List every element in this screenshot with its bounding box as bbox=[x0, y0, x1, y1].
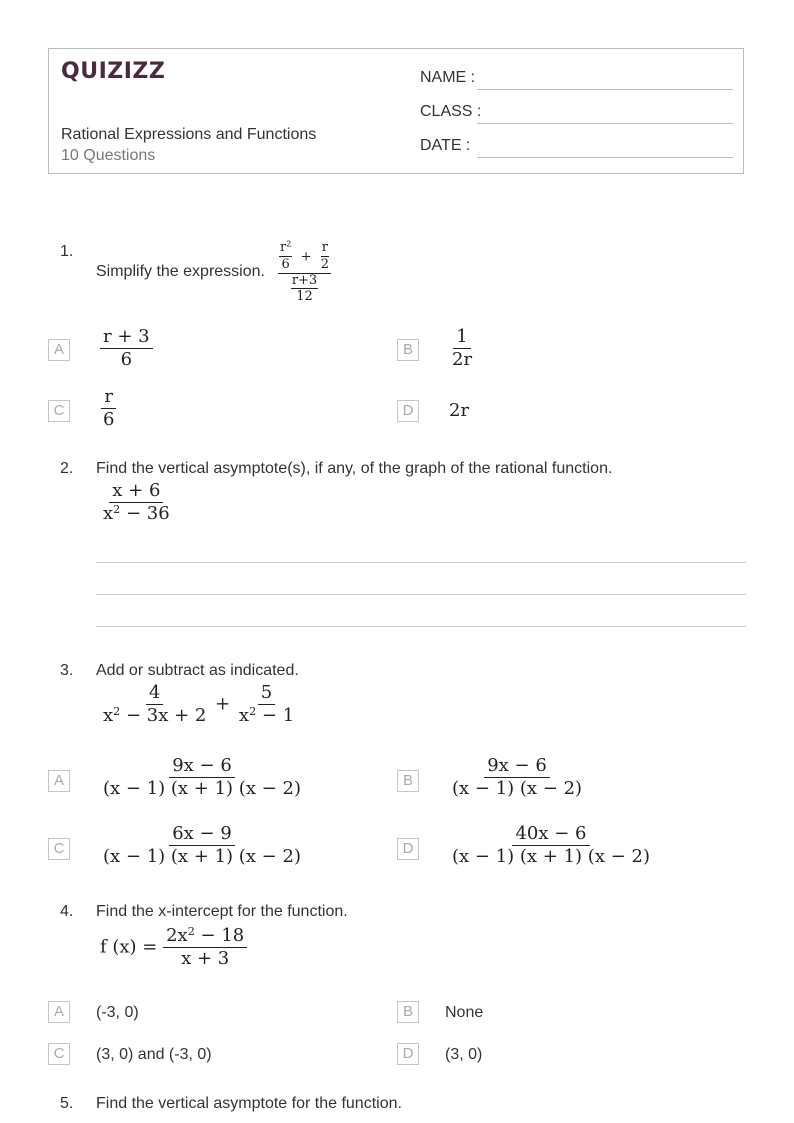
option-letter-box[interactable]: C bbox=[48, 838, 70, 860]
question-text: Add or subtract as indicated. bbox=[96, 662, 299, 679]
question-text: Find the x-intercept for the function. bbox=[96, 903, 348, 920]
name-field[interactable] bbox=[477, 89, 733, 90]
option-expression: $\frac{r + 3}{6}$ bbox=[100, 327, 153, 370]
question-text: Find the vertical asymptote(s), if any, of the graph of the rational function. bbox=[96, 460, 613, 477]
option-expression: $\frac{9x - 6}{(x - 1) (x - 2)}$ bbox=[452, 755, 583, 799]
question-count: 10 Questions bbox=[61, 147, 156, 164]
worksheet-title: Rational Expressions and Functions bbox=[61, 126, 317, 143]
option-letter-box[interactable]: A bbox=[48, 1001, 70, 1023]
option-expression: 2r bbox=[449, 400, 470, 421]
option-letter-box[interactable]: B bbox=[397, 339, 419, 361]
question-text: Find the vertical asymptote for the function. bbox=[96, 1095, 402, 1112]
option-text[interactable]: (-3, 0) bbox=[96, 1004, 139, 1021]
answer-line[interactable] bbox=[96, 562, 746, 563]
option-letter-box[interactable]: C bbox=[48, 1043, 70, 1065]
class-field[interactable] bbox=[477, 123, 733, 124]
option-letter-box[interactable]: D bbox=[397, 400, 419, 422]
question-text: Simplify the expression. bbox=[96, 263, 265, 280]
question-expression: $\frac{x + 6}{x^2 - 36}$ bbox=[103, 480, 170, 524]
question-expression: $\frac{4}{x^2 - 3x + 2}$ + $\frac{5}{x^2 - 1}$ bbox=[103, 682, 295, 726]
option-text[interactable]: (3, 0) bbox=[445, 1046, 483, 1063]
quizizz-logo: QUIZIZZ bbox=[61, 59, 166, 84]
question-expression: f (x) = $\frac{2x^2 - 18}{x + 3}$ bbox=[100, 926, 247, 969]
option-letter-box[interactable]: A bbox=[48, 770, 70, 792]
option-letter-box[interactable]: B bbox=[397, 770, 419, 792]
worksheet-header bbox=[48, 48, 744, 174]
class-label: CLASS : bbox=[420, 103, 482, 120]
question-number: 3. bbox=[60, 662, 74, 679]
date-field[interactable] bbox=[477, 157, 733, 158]
option-text[interactable]: None bbox=[445, 1004, 484, 1021]
option-expression: $\frac{r}{6}$ bbox=[103, 386, 115, 430]
option-letter-box[interactable]: C bbox=[48, 400, 70, 422]
option-letter-box[interactable]: A bbox=[48, 339, 70, 361]
option-letter-box[interactable]: D bbox=[397, 1043, 419, 1065]
option-expression: $\frac{6x - 9}{(x - 1) (x + 1) (x - 2)}$ bbox=[103, 823, 301, 867]
answer-line[interactable] bbox=[96, 594, 746, 595]
option-expression: $\frac{9x - 6}{(x - 1) (x + 1) (x - 2)}$ bbox=[103, 755, 301, 799]
question-number: 5. bbox=[60, 1095, 74, 1112]
date-label: DATE : bbox=[420, 137, 471, 154]
question-number: 2. bbox=[60, 460, 74, 477]
name-label: NAME : bbox=[420, 69, 476, 86]
option-text[interactable]: (3, 0) and (-3, 0) bbox=[96, 1046, 212, 1063]
question-expression: $\frac{r^2}{6}$ + $\frac{r}{2}$ $\frac{r+3}{12}$ bbox=[280, 239, 330, 305]
option-letter-box[interactable]: D bbox=[397, 838, 419, 860]
option-letter-box[interactable]: B bbox=[397, 1001, 419, 1023]
question-number: 1. bbox=[60, 243, 74, 260]
option-expression: $\frac{40x - 6}{(x - 1) (x + 1) (x - 2)}$ bbox=[452, 823, 650, 867]
answer-line[interactable] bbox=[96, 626, 746, 627]
question-number: 4. bbox=[60, 903, 74, 920]
option-expression: $\frac{1}{2r}$ bbox=[452, 326, 473, 370]
